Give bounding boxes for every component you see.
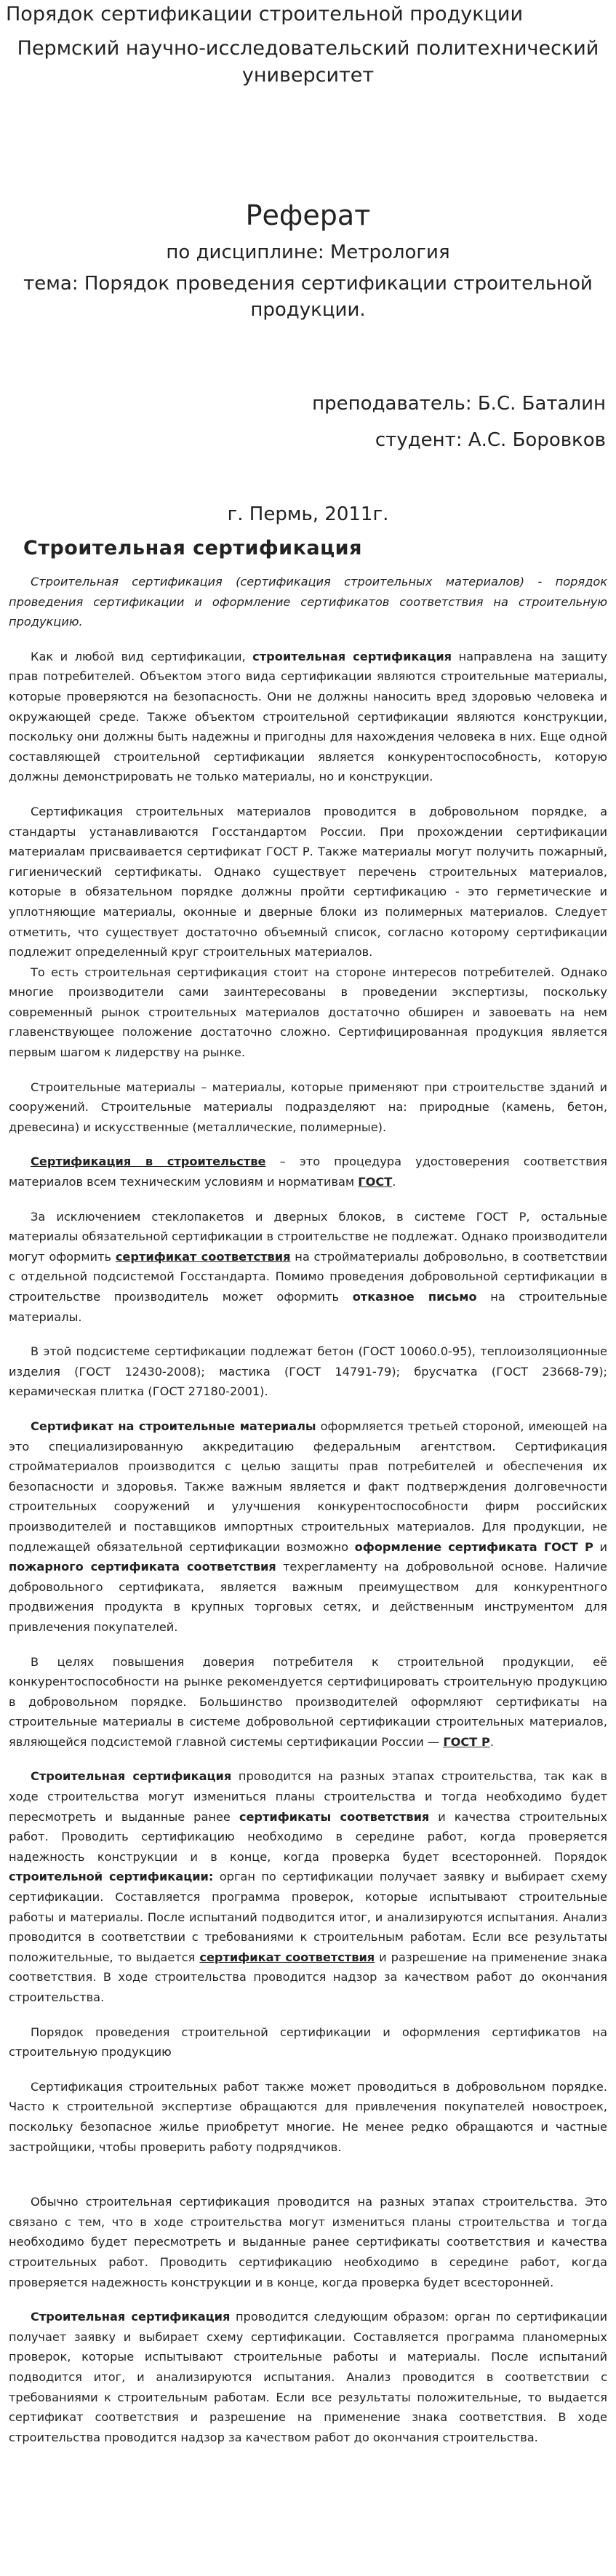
text-run: направлена на защиту прав потребителей. Объектом этого вида сертификации являются строительные материалы, которые проверяются на безопасность. Они не должны наносить вред здоровью человека и окружающей среде. Также объектом строительной сертификации являются конструкции, поскольку они должны быть надежны и пригодны для нахождения человека в них. Еще одной составляющей строительной сертификации является конкурентоспособность, которую должны демонстрировать не только материалы, но и конструкции. [9,649,607,784]
link-gost-r[interactable]: ГОСТ Р [443,1734,490,1749]
paragraph-15 [9,2307,607,2447]
link-gost[interactable]: ГОСТ [358,1175,393,1189]
text-run: на стройматериалы добровольно, в соответствии с отдельной подсистемой Госстандарта. Помимо проведения добровольной сертификации в строительстве производитель может оформить [9,1249,608,1304]
bold-term: оформление сертификата ГОСТ Р [354,1539,593,1554]
link-certificate-of-conformity[interactable]: сертификат соответствия [115,1249,291,1264]
text-run: и разрешение на применение знака соответствия. В ходе строительства проводится надзор за качеством работ до окончания строительства. [9,1950,607,2004]
paragraph-6 [9,1152,607,1192]
topic-line [0,271,616,323]
paragraph-10 [9,1652,607,1752]
topic-line-2: продукции. [250,299,366,321]
bold-term: Строительная сертификация [31,2310,231,2324]
discipline-line: по дисциплине: Метрология [166,242,450,263]
paragraph-9 [9,1416,607,1638]
link-certification-in-construction[interactable]: Сертификация в строительстве [31,1155,266,1169]
paragraph-14: Обычно строительная сертификация проводится на разных этапах строительства. Это связано с тем, что в ходе строительства могут измениться планы строительства и тогда необходимо будет пересмотреть и выданные ранее сертификаты соответствия и качества строительных работ. Проводить сертификацию необходимо в середине работ, когда проверяется надежность конструкции и в конце, когда проверка будет всесторонней. [9,2195,607,2289]
topic-line-1: тема: Порядок проведения сертификации строительной [23,273,593,295]
text-run: и [593,1539,607,1554]
paragraph-8: В этой подсистеме сертификации подлежат бетон (ГОСТ 10060.0-95), теплоизоляционные изделия (ГОСТ 12430-2008); мастика (ГОСТ 14791-79); брусчатка (ГОСТ 23668-79); керамическая плитка (ГОСТ 27180-2001). [9,1344,607,1399]
text-run: В целях повышения доверия потребителя к строительной продукции, её конкурентоспособности на рынке рекомендуется сертифицировать строительную продукцию в добровольном порядке. Большинство производителей оформляют сертификаты на строительные материалы в системе добровольной сертификации строительных материалов, являющейся подсистемой главной системы сертификации России — [9,1654,607,1749]
teacher-line: преподаватель: Б.С. Баталин [312,393,606,415]
text-run: . [392,1175,396,1189]
city-year: г. Пермь, 2011г. [227,503,389,525]
paragraph-5: Строительные материалы – материалы, которые применяют при строительстве зданий и сооружений. Строительные материалы подразделяют на: природные (камень, бетон, древесина) и искусственные (металлические, полимерные). [9,1080,607,1134]
paragraph-13: Сертификация строительных работ также может проводиться в добровольном порядке. Часто к строительной экспертизе обращаются для привлечения покупателей новостроек, поскольку безопасное жилье приобретут многие. Не менее редко обращаются и частные застройщики, чтобы проверить работу подрядчиков. [9,2079,607,2154]
text-run: на строительные материалы. [9,1290,608,1324]
bold-term: сертификаты соответствия [239,1809,430,1824]
paragraph-2 [9,647,607,787]
text-run: техрегламенту на добровольной основе. Наличие добровольного сертификата, является важным преимуществом для конкурентного продвижения продукта в крупных торговых сетях, и действенным инструментом для привлечения покупателей. [9,1560,607,1634]
document-body [9,572,607,2447]
bold-term: отказное письмо [352,1290,477,1304]
bold-term: Сертификат на строительные материалы [31,1419,316,1433]
link-certificate-of-conformity-2[interactable]: сертификат соответствия [199,1950,375,1964]
university-line-2: университет [241,64,375,87]
paragraph-4: То есть строительная сертификация стоит на стороне интересов потребителей. Однако многие производители сами заинтересованы в проведении экспертизы, поскольку современный рынок строительных материалов достаточно обширен и завоевать на нем главенствующее положение достаточно сложно. Сертифицированная продукция является первым шагом к лидерству на рынке. [9,965,607,1060]
bold-term: пожарного сертификата соответствия [9,1560,276,1574]
student-line: студент: А.С. Боровков [375,429,606,451]
document-title: Порядок сертификации строительной продукции [6,3,524,25]
text-run: . [489,1734,494,1749]
text-run: Как и любой вид сертификации, [31,649,253,663]
paragraph-7 [9,1207,607,1328]
text-run: оформляется третьей стороной, имеющей на это специализированную аккредитацию федеральным агентством. Сертификация стройматериалов производится с целью защиты прав потребителей и обеспечения их безопасности и здоровья. Также важным является и факт подтверждения долговечности строительных сооружений и улучшения конкурентоспособности фирм российских производителей и поставщиков импортных строительных материалов. Для продукции, не подлежащей обязательной сертификации возможно [9,1419,608,1554]
bold-term: строительной сертификации: [9,1870,214,1884]
paragraph-3: Сертификация строительных материалов проводится в добровольном порядке, а стандарты устанавливаются Госстандартом России. При прохождении сертификации материалам присваивается сертификат ГОСТ Р. Также материалы могут получить пожарный, гигиенический сертификаты. Однако существует перечень строительных материалов, которые в обязательном порядке должны пройти сертификацию - это герметические и уплотняющие материалы, оконные и дверные блоки из полимерных материалов. Следует отметить, что существует достаточно объемный список, согласно которому сертификации подлежит определенный круг строительных материалов. [9,804,607,960]
section-title: Строительная сертификация [23,537,362,559]
paragraph-12: Порядок проведения строительной сертификации и оформления сертификатов на строительную продукцию [9,2025,607,2059]
referat-heading: Реферат [245,199,371,231]
paragraph-11 [9,1766,607,2007]
text-run: проводится на разных этапах строительства, так как в ходе строительства могут измениться планы строительства и тогда необходимо будет пересмотреть и выданные ранее [9,1769,607,1824]
text-run: За исключением стеклопакетов и дверных блоков, в системе ГОСТ Р, остальные материалы обязательной сертификации в строительстве не подлежат. Однако производители могут оформить [9,1209,607,1264]
text-run: орган по сертификации получает заявку и выбирает схему сертификации. Составляется программа проверок, которые испытывают строительные работы и материалы. После испытаний подводится итог, и анализируются испытания. Анализ проводится в соответствии с требованиями к строительным работам. Если все результаты положительные, то выдается [9,1870,607,1964]
bold-term: Строительная сертификация [31,1769,232,1784]
definition-paragraph: Строительная сертификация (сертификация строительных материалов) - порядок проведения сертификации и оформление сертификатов соответствия на строительную продукцию. [9,575,607,629]
bold-term: строительная сертификация [252,649,452,663]
text-run: и качества строительных работ. Проводить сертификацию необходимо в середине работ, когда проверяется надежность конструкции и в конце, когда проверка будет всесторонней. Порядок [9,1809,608,1864]
university-name [0,35,616,89]
text-run: – это процедура удостоверения соответствия материалов всем техническим условиям и нормативам [9,1155,607,1189]
university-line-1: Пермский научно-исследовательский политехнический [17,37,599,60]
text-run: проводится следующим образом: орган по сертификации получает заявку и выбирает схему сертификации. Составляется программа планомерных проверок, которые испытывают строительные работы и материалы. После испытаний подводится итог, и анализируются испытания. Анализ проводится в соответствии с требованиями к строительным работам. Если все результаты положительные, то выдается сертификат соответствия и разрешение на применение знака соответствия. В ходе строительства проводится надзор за качеством работ до окончания строительства. [9,2310,608,2444]
